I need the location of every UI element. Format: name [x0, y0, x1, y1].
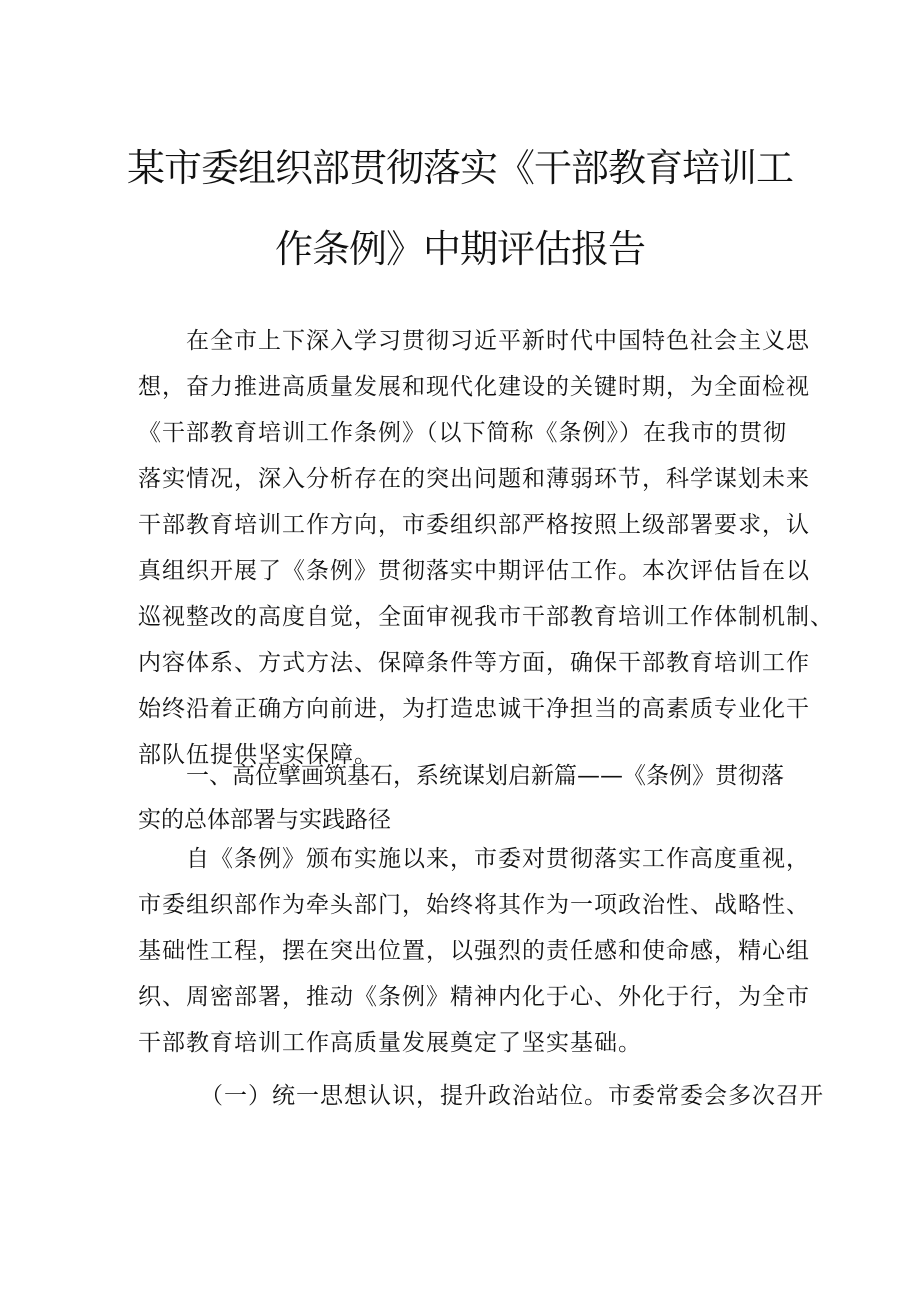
paragraph-line: 基础性工程，摆在突出位置，以强烈的责任感和使命感，精心组: [138, 938, 810, 964]
paragraph-line: 干部教育培训工作高质量发展奠定了坚实基础。: [138, 1030, 642, 1056]
paragraph-section-1: [138, 836, 810, 1066]
paragraph-line: 干部教育培训工作方向，市委组织部严格按照上级部署要求，认: [138, 512, 810, 538]
heading-line: 实的总体部署与实践路径: [138, 807, 391, 833]
paragraph-line: 市委组织部作为牵头部门，始终将其作为一项政治性、战略性、: [138, 892, 810, 918]
document-title-line-2: 作条例》中期评估报告: [274, 227, 645, 271]
paragraph-line: 部队伍提供坚实保障。: [138, 742, 378, 768]
document-title-line-1: 某市委组织部贯彻落实《干部教育培训工: [126, 146, 793, 190]
section-heading-1: [138, 754, 798, 842]
heading-line: 一、高位擘画筑基石，系统谋划启新篇——《条例》贯彻落: [186, 763, 784, 789]
paragraph-line: 始终沿着正确方向前进，为打造忠诚干净担当的高素质专业化干: [138, 696, 810, 722]
paragraph-line: 织、周密部署，推动《条例》精神内化于心、外化于行，为全市: [138, 984, 810, 1010]
paragraph-line: 真组织开展了《条例》贯彻落实中期评估工作。本次评估旨在以: [138, 558, 810, 584]
paragraph-subsection-1: [138, 1073, 824, 1119]
paragraph-intro: [138, 318, 834, 778]
paragraph-line: 在全市上下深入学习贯彻习近平新时代中国特色社会主义思: [186, 328, 810, 354]
paragraph-line: 落实情况，深入分析存在的突出问题和薄弱环节，科学谋划未来: [138, 466, 810, 492]
paragraph-line: （一）统一思想认识，提升政治站位。市委常委会多次召开: [200, 1083, 824, 1109]
paragraph-line: 巡视整改的高度自觉，全面审视我市干部教育培训工作体制机制、: [138, 604, 834, 630]
paragraph-line: 想，奋力推进高质量发展和现代化建设的关键时期，为全面检视: [138, 374, 810, 400]
paragraph-line: 自《条例》颁布实施以来，市委对贯彻落实工作高度重视，: [186, 846, 810, 872]
paragraph-line: 《干部教育培训工作条例》（以下简称《条例》）在我市的贯彻: [138, 420, 787, 446]
paragraph-line: 内容体系、方式方法、保障条件等方面，确保干部教育培训工作: [138, 650, 810, 676]
